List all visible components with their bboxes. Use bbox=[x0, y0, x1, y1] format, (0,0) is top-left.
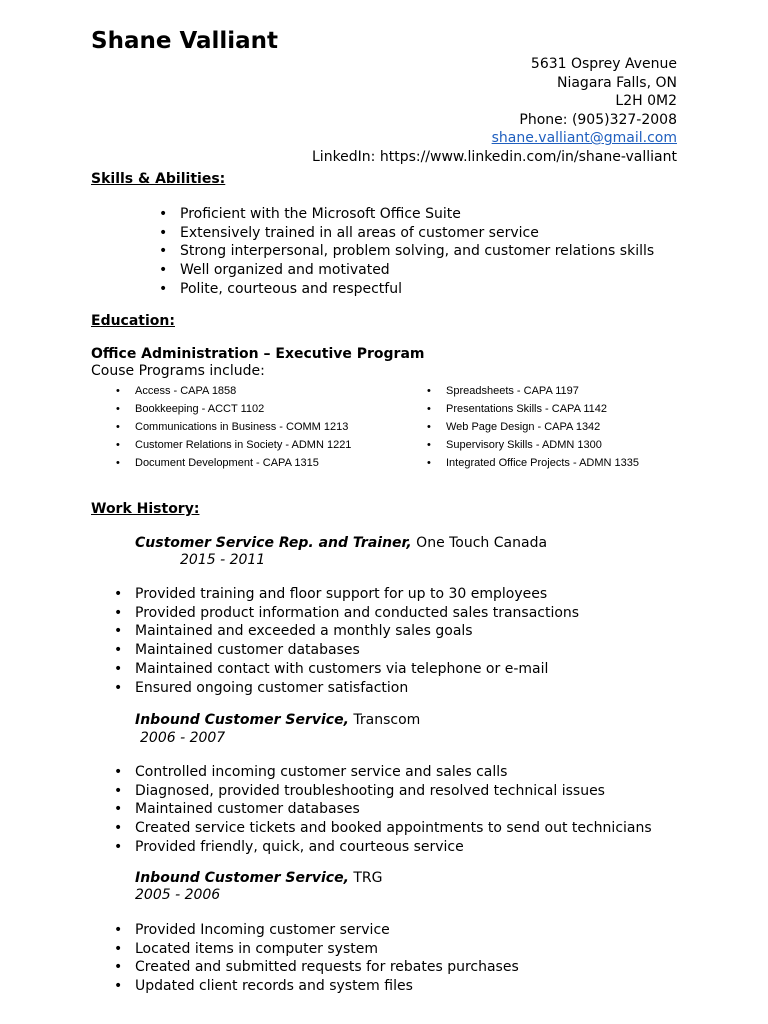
contact-linkedin: LinkedIn: https://www.linkedin.com/in/shane-valliant bbox=[312, 148, 677, 165]
job-title bbox=[135, 712, 420, 728]
list-item: • Created and submitted requests for rebates purchases bbox=[135, 958, 519, 977]
list-item: • Supervisory Skills - ADMN 1300 bbox=[446, 436, 639, 454]
job-company: One Touch Canada bbox=[416, 535, 548, 551]
list-item: • Polite, courteous and respectful bbox=[180, 280, 654, 299]
list-item: • Maintained contact with customers via telephone or e-mail bbox=[135, 660, 579, 679]
list-item: • Customer Relations in Society - ADMN 1221 bbox=[135, 436, 351, 454]
list-item: • Provided friendly, quick, and courteous service bbox=[135, 838, 652, 857]
list-item: • Controlled incoming customer service and sales calls bbox=[135, 763, 652, 782]
job-position: Inbound Customer Service, bbox=[135, 712, 349, 728]
skills-heading: Skills & Abilities: bbox=[91, 171, 226, 187]
program-intro: Couse Programs include: bbox=[91, 363, 265, 379]
courses-left bbox=[135, 382, 351, 472]
resume-name: Shane Valliant bbox=[91, 28, 279, 54]
email-link[interactable]: shane.valliant@gmail.com bbox=[491, 130, 677, 146]
courses-right bbox=[446, 382, 639, 472]
list-item: • Well organized and motivated bbox=[180, 261, 654, 280]
list-item: • Created service tickets and booked appointments to send out technicians bbox=[135, 819, 652, 838]
contact-phone: Phone: (905)327-2008 bbox=[519, 111, 677, 128]
list-item: • Document Development - CAPA 1315 bbox=[135, 454, 351, 472]
list-item: • Ensured ongoing customer satisfaction bbox=[135, 679, 579, 698]
list-item: • Maintained customer databases bbox=[135, 641, 579, 660]
list-item: • Integrated Office Projects - ADMN 1335 bbox=[446, 454, 639, 472]
education-heading: Education: bbox=[91, 313, 175, 329]
job-company: TRG bbox=[353, 870, 383, 886]
list-item: • Provided Incoming customer service bbox=[135, 921, 519, 940]
list-item: • Communications in Business - COMM 1213 bbox=[135, 418, 351, 436]
job-duties bbox=[135, 921, 519, 996]
job-company: Transcom bbox=[353, 712, 421, 728]
job-years: 2006 - 2007 bbox=[140, 730, 226, 746]
list-item: • Maintained customer databases bbox=[135, 800, 652, 819]
list-item: • Maintained and exceeded a monthly sales goals bbox=[135, 622, 579, 641]
contact-city: Niagara Falls, ON bbox=[556, 74, 677, 91]
job-position: Customer Service Rep. and Trainer, bbox=[135, 535, 412, 551]
job-duties bbox=[135, 585, 579, 697]
list-item: • Proficient with the Microsoft Office Suite bbox=[180, 205, 654, 224]
list-item: • Provided training and floor support for up to 30 employees bbox=[135, 585, 579, 604]
work-heading: Work History: bbox=[91, 501, 200, 517]
list-item: • Extensively trained in all areas of customer service bbox=[180, 224, 654, 243]
list-item: • Web Page Design - CAPA 1342 bbox=[446, 418, 639, 436]
list-item: • Updated client records and system files bbox=[135, 977, 519, 996]
list-item: • Access - CAPA 1858 bbox=[135, 382, 351, 400]
skills-list bbox=[180, 205, 654, 299]
job-years: 2005 - 2006 bbox=[135, 887, 221, 903]
job-position: Inbound Customer Service, bbox=[135, 870, 349, 886]
job-title bbox=[135, 870, 383, 886]
contact-street: 5631 Osprey Avenue bbox=[530, 56, 677, 72]
list-item: • Spreadsheets - CAPA 1197 bbox=[446, 382, 639, 400]
list-item: • Diagnosed, provided troubleshooting and resolved technical issues bbox=[135, 782, 652, 801]
program-title: Office Administration – Executive Program bbox=[91, 346, 425, 362]
list-item: • Located items in computer system bbox=[135, 940, 519, 959]
list-item: • Provided product information and conducted sales transactions bbox=[135, 604, 579, 623]
job-title bbox=[135, 535, 547, 551]
job-duties bbox=[135, 763, 652, 857]
job-years: 2015 - 2011 bbox=[180, 552, 266, 568]
contact-block bbox=[312, 55, 677, 166]
list-item: • Presentations Skills - CAPA 1142 bbox=[446, 400, 639, 418]
list-item: • Strong interpersonal, problem solving, and customer relations skills bbox=[180, 242, 654, 261]
contact-postal: L2H 0M2 bbox=[615, 93, 677, 109]
list-item: • Bookkeeping - ACCT 1102 bbox=[135, 400, 351, 418]
